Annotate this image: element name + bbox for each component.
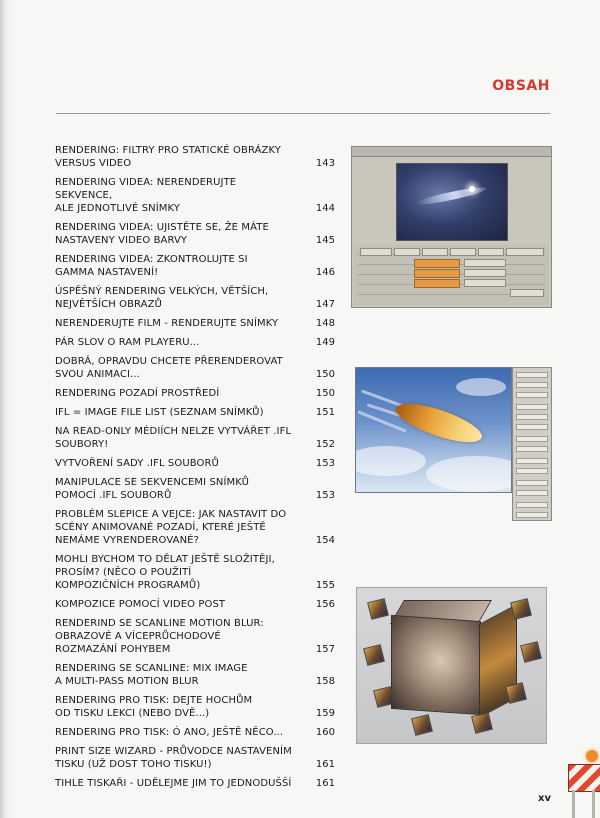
option-row xyxy=(516,446,548,452)
toc-entry-page: 159 xyxy=(315,708,335,719)
toc-entry-title: TIHLE TISKAŘI - UDĚLEJME JIM TO JEDNODUŠŠÍ xyxy=(55,778,292,789)
toc-entry xyxy=(55,221,335,247)
highlighted-field xyxy=(414,279,460,288)
dialog-titlebar xyxy=(352,147,551,157)
option-row xyxy=(516,458,548,464)
toc-entry-title: VYTVOŘENÍ SADY .IFL SOUBORŮ xyxy=(55,458,219,469)
toc-entry-page: 153 xyxy=(315,458,335,469)
render-dialog-screenshot xyxy=(351,146,552,308)
toc-entry-title: PÁR SLOV O RAM PLAYERU... xyxy=(55,337,200,348)
toc-entry-page: 161 xyxy=(315,778,335,789)
toc-entry-page: 147 xyxy=(315,299,335,310)
option-row xyxy=(516,436,548,442)
mini-cube xyxy=(471,712,493,734)
toc-entry xyxy=(55,355,335,381)
toc-entry-page: 149 xyxy=(315,337,335,348)
mini-cube xyxy=(505,682,527,704)
toc-entry-title: MOHLI BYCHOM TO DĚLAT JEŠTĚ SLOŽITĚJI, PROSÍM? (NĚCO O POUŽITÍ KOMPOZIČNÍCH PROGRAMŮ) xyxy=(55,554,275,591)
toc-entry-title: IFL = IMAGE FILE LIST (SEZNAM SNÍMKŮ) xyxy=(55,407,264,418)
toc-entry-title: ÚSPĚŠNÝ RENDERING VELKÝCH, VĚTŠÍCH, NEJVĚTŠÍCH OBRAZŮ xyxy=(55,286,269,310)
toc-entry-page: 150 xyxy=(315,388,335,399)
toc-entry-title: PROBLÉM SLEPICE A VEJCE: JAK NASTAVIT DO SCÉNY ANIMOVANÉ POZADÍ, KTERÉ JEŠTĚ NEMÁME VYRENDEROVANÉ? xyxy=(55,509,287,546)
settings-field xyxy=(464,269,506,277)
feather-object xyxy=(392,394,485,452)
settings-button xyxy=(506,248,544,256)
cloud xyxy=(426,456,512,492)
toc-entry-title: RENDERING SE SCANLINE: MIX IMAGE A MULTI-PASS MOTION BLUR xyxy=(55,663,248,687)
option-row xyxy=(516,414,548,420)
toc-entry xyxy=(55,176,335,215)
settings-button xyxy=(422,248,448,256)
toc-entry xyxy=(55,425,335,451)
option-row xyxy=(516,424,548,430)
toc-entry xyxy=(55,777,335,790)
toc-entry-title: KOMPOZICE POMOCÍ VIDEO POST xyxy=(55,599,226,610)
toc-entry-page: 161 xyxy=(315,759,335,770)
toc-entry-title: PRINT SIZE WIZARD - PRŮVODCE NASTAVENÍM TISKU (UŽ DOST TOHO TISKU!) xyxy=(55,746,292,770)
toc-entry-title: RENDERING: FILTRY PRO STATICKÉ OBRÁZKY VERSUS VIDEO xyxy=(55,145,281,169)
toc-entry xyxy=(55,336,335,349)
light-flare xyxy=(469,186,475,192)
option-row xyxy=(516,372,548,378)
warning-light xyxy=(586,750,598,762)
mini-cube xyxy=(520,641,542,663)
toc-entry-title: MANIPULACE SE SEKVENCEMI SNÍMKŮ POMOCÍ .IFL SOUBORŮ xyxy=(55,477,250,501)
toc-entry-page: 153 xyxy=(315,490,335,501)
toc-entry xyxy=(55,617,335,656)
toc-entry-title: RENDERIND SE SCANLINE MOTION BLUR: OBRAZOVÉ A VÍCEPRŮCHODOVÉ ROZMAZÁNÍ POHYBEM xyxy=(55,618,264,655)
toc-entry xyxy=(55,253,335,279)
barrier-leg xyxy=(572,790,575,818)
toc-entry xyxy=(55,598,335,611)
barrier-leg xyxy=(592,790,595,818)
toc-entry-page: 143 xyxy=(315,158,335,169)
page-binding-shadow xyxy=(0,0,6,818)
toc-entry xyxy=(55,553,335,592)
toc-entry-page: 151 xyxy=(315,407,335,418)
table-of-contents xyxy=(55,144,335,796)
toc-entry-title: RENDERING PRO TISK: Ó ANO, JEŠTĚ NĚCO... xyxy=(55,727,284,738)
toc-entry xyxy=(55,662,335,688)
toc-entry-title: NA READ-ONLY MÉDIÍCH NELZE VYTVÁŘET .IFL SOUBORY! xyxy=(55,426,292,450)
toc-entry xyxy=(55,285,335,311)
toc-entry xyxy=(55,387,335,400)
comet-streak xyxy=(415,185,487,208)
toc-entry-page: 150 xyxy=(315,369,335,380)
option-row xyxy=(516,404,548,410)
toc-entry xyxy=(55,406,335,419)
toc-entry xyxy=(55,457,335,470)
section-heading: OBSAH xyxy=(492,78,550,94)
highlighted-field xyxy=(414,269,460,278)
toc-entry xyxy=(55,144,335,170)
option-row xyxy=(516,512,548,518)
toc-entry-page: 146 xyxy=(315,267,335,278)
toc-entry xyxy=(55,745,335,771)
render-settings-panel xyxy=(354,245,549,305)
toc-entry xyxy=(55,476,335,502)
option-row xyxy=(516,490,548,496)
settings-button xyxy=(394,248,420,256)
mini-cube xyxy=(411,714,433,736)
toc-entry-title: RENDERING PRO TISK: DEJTE HOCHŮM OD TISKU LEKCI (NEBO DVĚ...) xyxy=(55,695,253,719)
toc-entry-page: 158 xyxy=(315,676,335,687)
option-row xyxy=(516,502,548,508)
toc-entry-title: RENDERING POZADÍ PROSTŘEDÍ xyxy=(55,388,220,399)
mini-cube xyxy=(367,598,389,620)
toc-entry xyxy=(55,508,335,547)
cloud xyxy=(456,378,506,396)
settings-button xyxy=(360,248,392,256)
cloud xyxy=(355,446,426,476)
page-number: xv xyxy=(538,793,551,804)
option-row xyxy=(516,382,548,388)
cube-front-face xyxy=(391,615,481,715)
option-row xyxy=(516,480,548,486)
road-barrier-icon xyxy=(566,750,600,818)
settings-button xyxy=(478,248,504,256)
render-button xyxy=(510,289,544,297)
settings-field xyxy=(464,259,506,267)
mini-cube xyxy=(510,598,532,620)
heading-rule xyxy=(56,113,550,114)
toc-entry-title: RENDERING VIDEA: UJISTĚTE SE, ŽE MÁTE NASTAVENY VIDEO BARVY xyxy=(55,222,269,246)
toc-entry xyxy=(55,726,335,739)
option-row xyxy=(516,392,548,398)
toc-entry-page: 156 xyxy=(315,599,335,610)
toc-entry-title: RENDERING VIDEA: NERENDERUJTE SEKVENCE, ALE JEDNOTLIVÉ SNÍMKY xyxy=(55,177,237,214)
photo-cube-image xyxy=(356,587,547,744)
settings-field xyxy=(464,279,506,287)
toc-entry-title: NERENDERUJTE FILM - RENDERUJTE SNÍMKY xyxy=(55,318,279,329)
toc-entry-page: 152 xyxy=(315,439,335,450)
toc-entry-page: 157 xyxy=(315,644,335,655)
mini-cube xyxy=(363,644,385,666)
toc-entry-page: 144 xyxy=(315,203,335,214)
toc-entry-page: 154 xyxy=(315,535,335,546)
render-preview-image xyxy=(396,163,508,241)
toc-entry-page: 148 xyxy=(315,318,335,329)
toc-entry-title: RENDERING VIDEA: ZKONTROLUJTE SI GAMMA NASTAVENÍ! xyxy=(55,254,248,278)
settings-button xyxy=(450,248,476,256)
toc-entry-page: 160 xyxy=(315,727,335,738)
toc-entry xyxy=(55,317,335,330)
highlighted-field xyxy=(414,259,460,268)
toc-entry-title: DOBRÁ, OPRAVDU CHCETE PŘERENDEROVAT SVOU ANIMACI... xyxy=(55,356,283,380)
feather-render-image xyxy=(355,367,512,493)
toc-entry xyxy=(55,694,335,720)
striped-board xyxy=(568,764,600,792)
render-options-panel xyxy=(512,367,552,521)
toc-entry-page: 155 xyxy=(315,580,335,591)
toc-entry-page: 145 xyxy=(315,235,335,246)
option-row xyxy=(516,468,548,474)
